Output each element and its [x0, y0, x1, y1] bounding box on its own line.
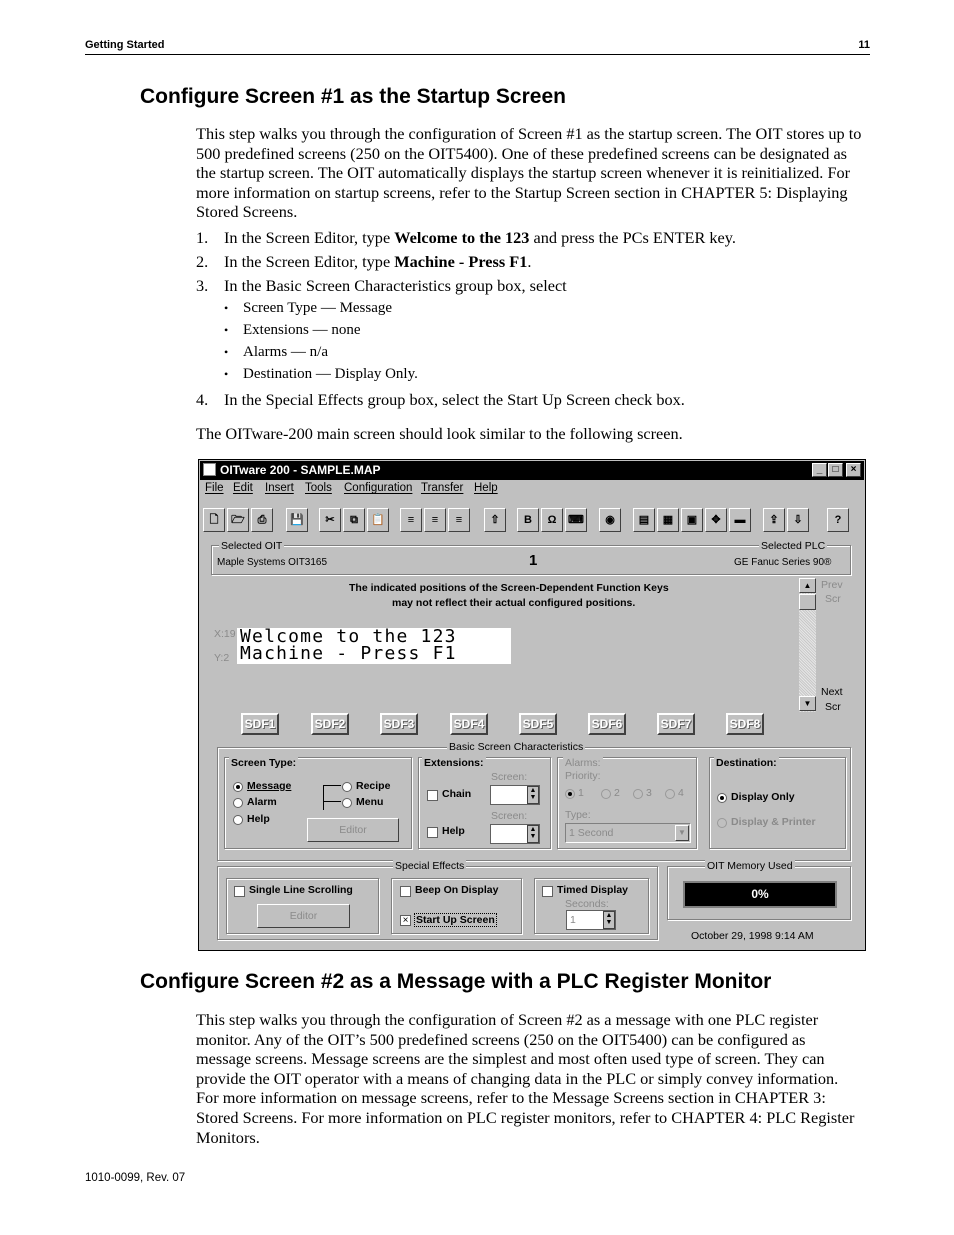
- section2-intro: This step walks you through the configuration of Screen #2 as a message with one PLC register monitor. Any of the OIT’s 500 predefined screens (250 on the OIT5400) can be configured as message screens. Message screens are the simplest and most often used type of screen. They can provide the OIT operator with a means of changing data in the PLC or simply convey information. For more information on message screens, refer to the Message Screens section in CHAPTER 3: Stored Screens. For more information on PLC register monitors, refer to CHAPTER 4: PLC Register Monitors.: [196, 1010, 855, 1147]
- paste-icon[interactable]: 📋: [367, 508, 389, 532]
- selected-plc-value: GE Fanuc Series 90®: [734, 557, 832, 568]
- priority-2-label: 2: [614, 787, 620, 799]
- priority-2-radio[interactable]: [601, 789, 611, 799]
- notice-line-2: may not reflect their actual configured positions.: [392, 597, 636, 609]
- footer-doc-id: 1010-0099, Rev. 07: [85, 1172, 186, 1184]
- special-effects-label: Special Effects: [395, 860, 465, 872]
- download-icon[interactable]: ⇩: [787, 508, 809, 532]
- type-alarm-radio[interactable]: [233, 798, 243, 808]
- screen-c-icon[interactable]: ▣: [681, 508, 703, 532]
- new-file-icon[interactable]: 🗋: [203, 508, 225, 532]
- keyboard-icon[interactable]: ⌨: [565, 508, 587, 532]
- section1-closing: The OITware-200 main screen should look similar to the following screen.: [196, 424, 683, 443]
- memory-meter: 0%: [683, 881, 837, 908]
- single-line-checkbox[interactable]: [234, 886, 245, 897]
- chevron-down-icon[interactable]: ▼: [675, 825, 689, 841]
- open-folder-icon[interactable]: 🗁: [227, 508, 249, 532]
- page-number: 11: [858, 39, 870, 51]
- basic-group-label: Basic Screen Characteristics: [449, 741, 584, 753]
- screen-type-label: Screen Type:: [231, 757, 297, 769]
- upload-icon[interactable]: ⇪: [763, 508, 785, 532]
- menu-insert[interactable]: Insert: [265, 482, 294, 494]
- menu-help[interactable]: Help: [474, 482, 498, 494]
- move-icon[interactable]: ✥: [705, 508, 727, 532]
- sdf6-key[interactable]: SDF6: [588, 713, 626, 735]
- screen-number: 1: [529, 552, 538, 569]
- sdf7-key[interactable]: SDF7: [657, 713, 695, 735]
- single-line-label: Single Line Scrolling: [249, 884, 353, 896]
- timed-label: Timed Display: [557, 884, 628, 896]
- align-right-icon[interactable]: ≡: [448, 508, 470, 532]
- window-titlebar: [200, 461, 864, 480]
- screen-b-icon[interactable]: ▦: [657, 508, 679, 532]
- menu-edit[interactable]: Edit: [233, 482, 253, 494]
- omega-icon[interactable]: Ω: [541, 508, 563, 532]
- scroll-up-arrow[interactable]: ▲: [799, 578, 816, 593]
- type-editor-button[interactable]: Editor: [307, 818, 399, 842]
- priority-4-label: 4: [678, 787, 684, 799]
- align-center-icon[interactable]: ≡: [424, 508, 446, 532]
- app-icon: [203, 463, 216, 476]
- chain-label: Chain: [442, 788, 472, 800]
- prev-label: Prev: [821, 579, 843, 591]
- section1-title: Configure Screen #1 as the Startup Screen: [140, 85, 566, 108]
- destination-group: [709, 757, 846, 849]
- timed-checkbox[interactable]: [542, 886, 553, 897]
- type-message-label: Message: [247, 780, 292, 792]
- display-line-2: Machine - Press F1: [240, 643, 457, 664]
- startup-label: Start Up Screen: [416, 914, 495, 926]
- y-coordinate: Y:2: [214, 652, 230, 664]
- type-help-radio[interactable]: [233, 815, 243, 825]
- destination-label: Destination:: [716, 757, 777, 769]
- sdf1-key[interactable]: SDF1: [241, 713, 279, 735]
- priority-1-radio[interactable]: [565, 789, 575, 799]
- type-menu-label: Menu: [356, 796, 384, 808]
- print-icon[interactable]: ⎙: [251, 508, 273, 532]
- save-disk-icon[interactable]: 💾: [286, 508, 308, 532]
- display-only-label: Display Only: [731, 791, 795, 803]
- menu-transfer[interactable]: Transfer: [421, 482, 464, 494]
- menu-tools[interactable]: Tools: [305, 482, 332, 494]
- toolbar: [203, 508, 863, 534]
- sdf8-key[interactable]: SDF8: [726, 713, 764, 735]
- display-printer-radio[interactable]: [717, 818, 727, 828]
- screen-editor-display[interactable]: [237, 628, 511, 664]
- type-recipe-radio[interactable]: [342, 782, 352, 792]
- priority-1-label: 1: [578, 787, 584, 799]
- beep-checkbox[interactable]: [400, 886, 411, 897]
- section1-intro: This step walks you through the configuration of Screen #1 as the startup screen. The OIT stores up to 500 predefined screens (250 on the OIT5400). One of these predefined screens can be designated as the startup screen. The OIT automatically displays the startup screen whenever it is reinitialized. For more information on startup screens, refer to the Startup Screen section in CHAPTER 5: Displaying Stored Screens.: [196, 124, 862, 222]
- display-only-radio[interactable]: [717, 793, 727, 803]
- alarm-type-value: 1 Second: [569, 827, 614, 839]
- type-recipe-label: Recipe: [356, 780, 391, 792]
- type-bracket-bottom: [323, 801, 341, 802]
- close-button[interactable]: ×: [846, 463, 861, 477]
- align-left-icon[interactable]: ≡: [400, 508, 422, 532]
- selected-oit-value: Maple Systems OIT3165: [217, 557, 328, 568]
- x-coordinate: X:19: [214, 628, 236, 640]
- seconds-label: Seconds:: [565, 898, 609, 910]
- cut-icon[interactable]: ✂: [319, 508, 341, 532]
- screen-a-icon[interactable]: ▤: [633, 508, 655, 532]
- help-icon[interactable]: ?: [827, 508, 849, 532]
- priority-4-radio[interactable]: [665, 789, 675, 799]
- display-printer-label: Display & Printer: [731, 816, 816, 828]
- priority-label: Priority:: [565, 770, 601, 782]
- startup-checkbox[interactable]: ×: [400, 915, 411, 926]
- help-screen-spinner[interactable]: ▲ ▼: [527, 825, 539, 843]
- scroll-editor-button[interactable]: Editor: [257, 904, 350, 928]
- alarm-type-label: Type:: [565, 809, 591, 821]
- selected-oit-label: Selected OIT: [221, 540, 283, 552]
- seconds-value: 1: [570, 914, 576, 926]
- minimize-button[interactable]: _: [812, 463, 827, 477]
- chain-checkbox[interactable]: [427, 790, 438, 801]
- bold-icon[interactable]: B: [517, 508, 539, 532]
- priority-3-radio[interactable]: [633, 789, 643, 799]
- memory-label: OIT Memory Used: [707, 860, 793, 872]
- extensions-label: Extensions:: [424, 757, 484, 769]
- type-bracket-top: [323, 785, 341, 786]
- type-bracket-line: [323, 785, 325, 810]
- type-message-radio[interactable]: [233, 782, 243, 792]
- next-label: Next: [821, 686, 843, 698]
- section2-title: Configure Screen #2 as a Message with a PLC Register Monitor: [140, 970, 772, 993]
- chain-screen-spinner[interactable]: ▲ ▼: [527, 786, 539, 804]
- type-menu-radio[interactable]: [342, 798, 352, 808]
- sdf4-key[interactable]: SDF4: [450, 713, 488, 735]
- type-help-label: Help: [247, 813, 270, 825]
- sdf2-key[interactable]: SDF2: [311, 713, 349, 735]
- notice-line-1: The indicated positions of the Screen-Dependent Function Keys: [349, 582, 669, 594]
- help-checkbox[interactable]: [427, 827, 438, 838]
- display-line-1: Welcome to the 123: [240, 626, 457, 647]
- line-icon[interactable]: ▬: [729, 508, 751, 532]
- help-ext-label: Help: [442, 825, 465, 837]
- menu-configuration[interactable]: Configuration: [344, 482, 413, 494]
- prev-scr-label: Scr: [825, 593, 841, 605]
- chain-screen-label: Screen:: [491, 771, 528, 783]
- seconds-spinner[interactable]: ▲ ▼: [603, 911, 615, 929]
- sdf5-key[interactable]: SDF5: [519, 713, 557, 735]
- timestamp: October 29, 1998 9:14 AM: [691, 930, 814, 942]
- header-section: Getting Started: [85, 39, 165, 51]
- alarm-type-select[interactable]: [565, 823, 691, 843]
- scroll-down-arrow[interactable]: ▼: [799, 696, 816, 711]
- menu-file[interactable]: File: [205, 482, 224, 494]
- sdf3-key[interactable]: SDF3: [380, 713, 418, 735]
- plc-icon[interactable]: ◉: [599, 508, 621, 532]
- alarms-label: Alarms:: [565, 757, 601, 769]
- insert-icon[interactable]: ⇧: [484, 508, 506, 532]
- priority-3-label: 3: [646, 787, 652, 799]
- beep-label: Beep On Display: [415, 884, 499, 896]
- copy-icon[interactable]: ⧉: [343, 508, 365, 532]
- page-header: [85, 38, 870, 55]
- next-scr-label: Scr: [825, 701, 841, 713]
- maximize-button[interactable]: □: [828, 463, 843, 477]
- type-alarm-label: Alarm: [247, 796, 277, 808]
- oitware-screenshot: [198, 459, 866, 951]
- selected-plc-label: Selected PLC: [761, 540, 826, 552]
- window-title: OITware 200 - SAMPLE.MAP: [220, 463, 381, 477]
- help-screen-label: Screen:: [491, 810, 528, 822]
- scroll-thumb[interactable]: [799, 594, 816, 610]
